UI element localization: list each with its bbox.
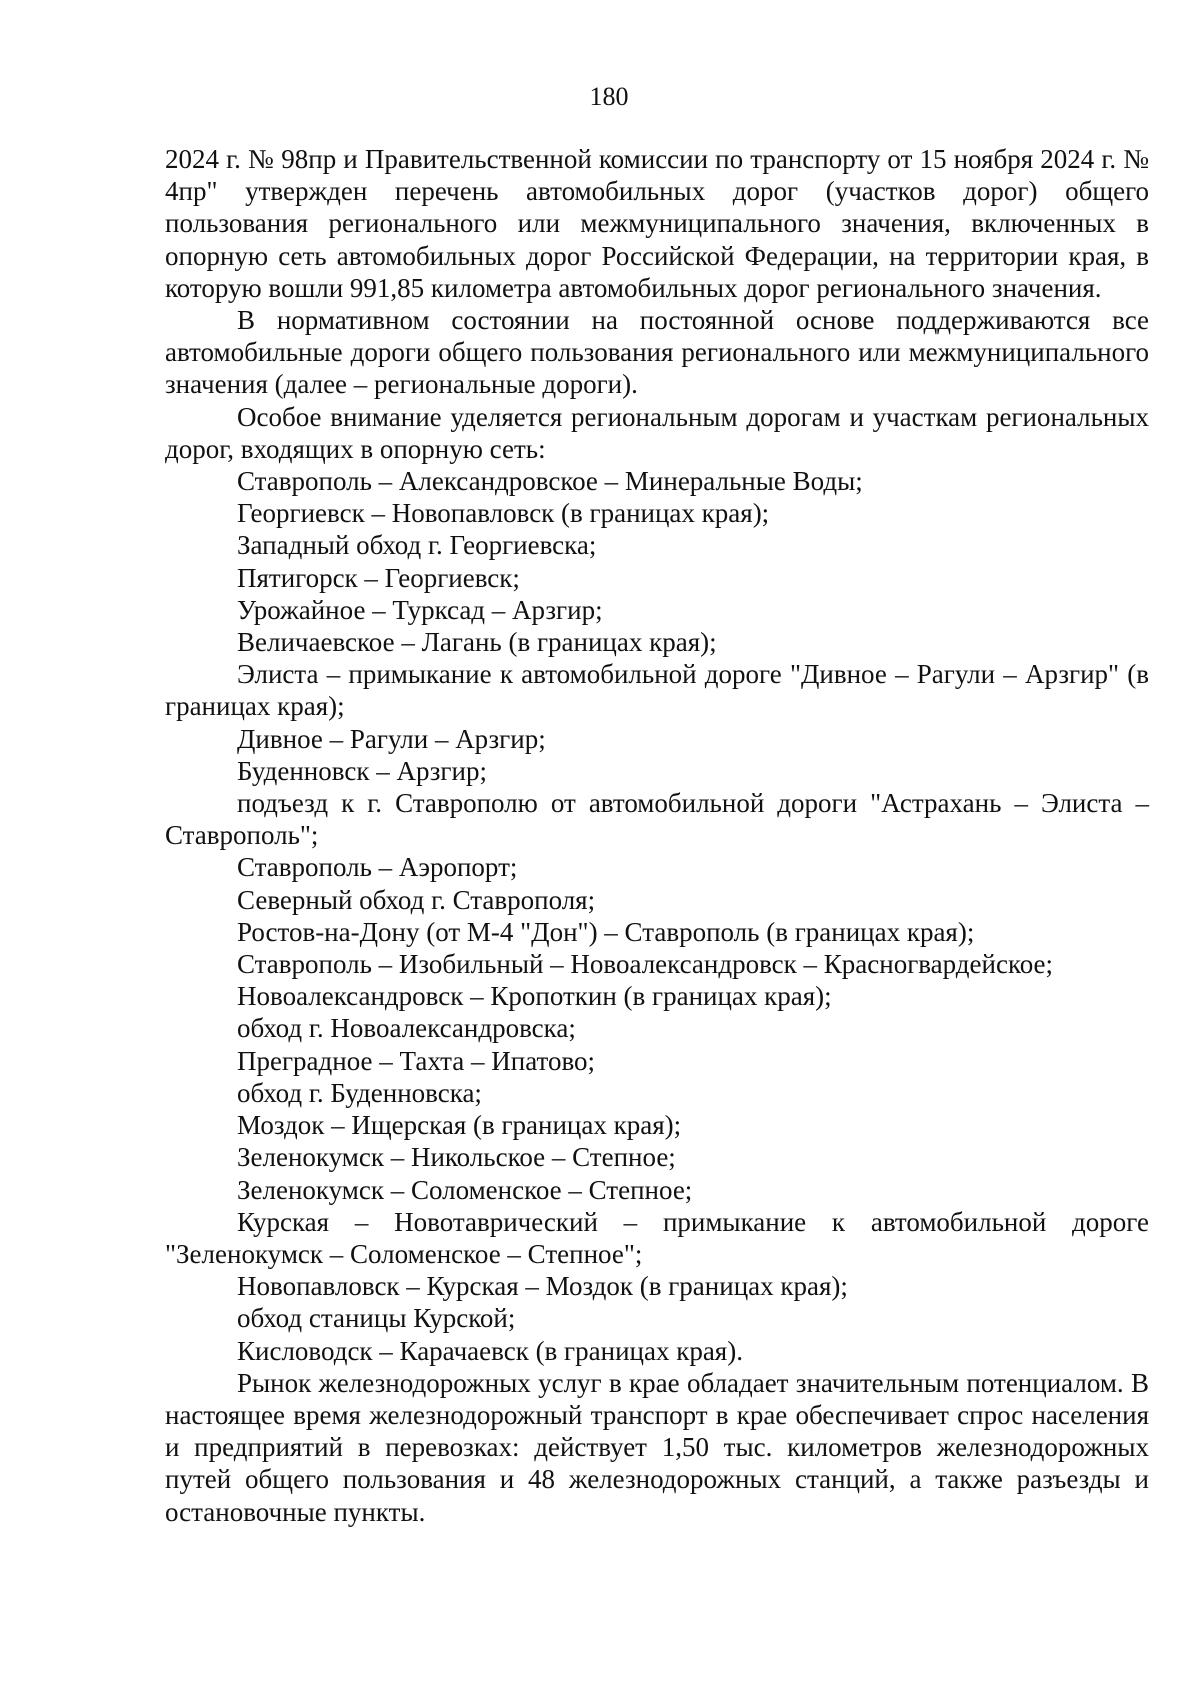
- road-list-item: Кисловодск – Карачаевск (в границах края).: [237, 1335, 743, 1366]
- road-list-item: Зеленокумск – Никольское – Степное;: [237, 1142, 676, 1173]
- road-list-item: Элиста – примыкание к автомобильной дороге "Дивное – Рагули – Арзгир" (в границах края);: [165, 659, 1149, 722]
- road-list-item: Величаевское – Лагань (в границах края);: [237, 627, 717, 658]
- road-list-item: Курская – Новотаврический – примыкание к автомобильной дороге "Зеленокумск – Соломенское – Степное";: [165, 1206, 1149, 1269]
- road-list: [165, 465, 1149, 1367]
- paragraph: 2024 г. № 98пр и Правительственной комиссии по транспорту от 15 ноября 2024 г. № 4пр" утвержден перечень автомобильных дорог (участков дорог) общего пользования регионального или межмуниципального значения, включенных в опорную сеть автомобильных дорог Российской Федерации, на территории края, в которую вошли 991,85 километра автомобильных дорог регионального значения.: [165, 144, 1149, 303]
- road-list-item: обход г. Буденновска;: [237, 1077, 482, 1108]
- road-list-item: Ростов-на-Дону (от М-4 "Дон") – Ставрополь (в границах края);: [237, 916, 975, 947]
- road-list-item: Зеленокумск – Соломенское – Степное;: [237, 1174, 693, 1205]
- road-list-item: Ставрополь – Изобильный – Новоалександровск – Красногвардейское;: [237, 949, 1054, 980]
- road-list-item: Новоалександровск – Кропоткин (в границах края);: [237, 981, 832, 1012]
- road-list-item: подъезд к г. Ставрополю от автомобильной дороги "Астрахань – Элиста – Ставрополь";: [165, 788, 1149, 851]
- road-list-item: обход г. Новоалександровска;: [237, 1013, 576, 1044]
- page-number: 180: [589, 82, 629, 111]
- road-list-item: обход станицы Курской;: [237, 1303, 516, 1334]
- road-list-item: Дивное – Рагули – Арзгир;: [237, 723, 546, 754]
- road-list-item: Ставрополь – Александровское – Минеральные Воды;: [237, 466, 863, 497]
- road-list-item: Пятигорск – Георгиевск;: [237, 562, 520, 593]
- road-list-item: Северный обход г. Ставрополя;: [237, 884, 596, 915]
- road-list-item: Западный обход г. Георгиевска;: [237, 530, 597, 561]
- road-list-item: Ставрополь – Аэропорт;: [237, 852, 518, 883]
- road-list-item: Георгиевск – Новопавловск (в границах края);: [237, 498, 770, 529]
- road-list-item: Новопавловск – Курская – Моздок (в границах края);: [237, 1271, 848, 1302]
- road-list-item: Моздок – Ищерская (в границах края);: [237, 1110, 682, 1141]
- road-list-item: Урожайное – Турксад – Арзгир;: [237, 594, 603, 625]
- road-list-item: Буденновск – Арзгир;: [237, 755, 487, 786]
- paragraph: В нормативном состоянии на постоянной основе поддерживаются все автомобильные дороги общего пользования регионального или межмуниципального значения (далее – региональные дороги).: [165, 305, 1149, 400]
- paragraph: Особое внимание уделяется региональным дорогам и участкам региональных дорог, входящих в опорную сеть:: [165, 401, 1149, 464]
- document-body: [165, 143, 1149, 1528]
- road-list-item: Преградное – Тахта – Ипатово;: [237, 1045, 596, 1076]
- paragraph: Рынок железнодорожных услуг в крае обладает значительным потенциалом. В настоящее время железнодорожный транспорт в крае обеспечивает спрос населения и предприятий в перевозках: действует 1,50 тыс. километров железнодорожных путей общего пользования и 48 железнодорожных станций, а также разъезды и остановочные пункты.: [165, 1367, 1149, 1527]
